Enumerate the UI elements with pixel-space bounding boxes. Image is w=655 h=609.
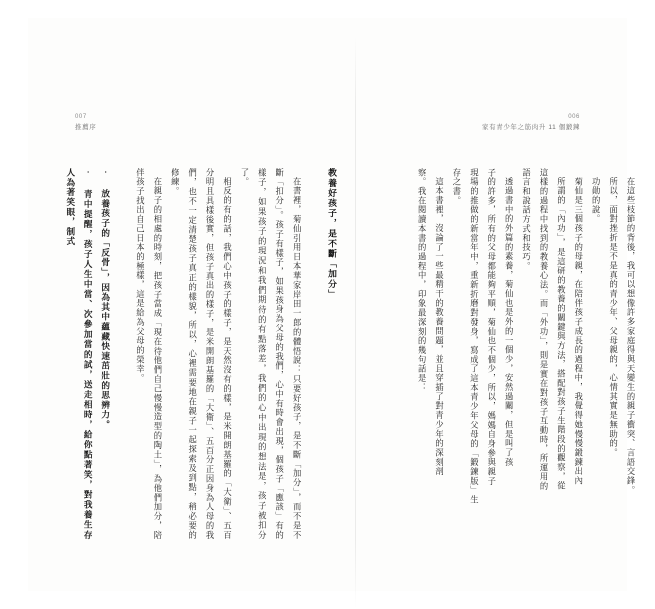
book-spread: [28, 18, 635, 591]
bullet-item: ‧ 放養孩子的「反骨」，因為其中蘊藏快速茁壯的思辨力。: [100, 168, 111, 430]
paragraph: 相反的有的話，我們心中孩子的樣子，是天然沒有的樣，是米開朗基羅的「大衛」、五百分明且具樣後實，但孩子真出的樣子，是米開朗基羅的「大衛」、五百分正因身為人母的我們，也不一定清楚孩子真正的樣貌，所以，心裡需要地在親子一起探索及到點，稍必要的修練。: [170, 168, 232, 540]
running-head-left-label: 推薦序: [75, 124, 97, 131]
paragraph: 所謂的「內功」，是這研的教養的關鍵與方法，搭配對孩子生階段的觀察，從: [556, 177, 566, 491]
paragraph: 這本書裡，沒論了一些最精干的教養問題，並且穿插了對青少年的深刻剖: [434, 177, 444, 477]
body-text-left-page: [65, 168, 340, 540]
paragraph: 在親子的相處的時刻，把孩子當成「現在待他們自己慢慢造型的陶土」，為他們加分，陪伴孩子找出自己日本的極樣，這是給為父母的榮幸。: [135, 168, 162, 540]
paragraph: 存之書。: [451, 168, 461, 206]
paragraph: 功勛的說。: [591, 177, 601, 224]
running-head-right: [482, 114, 580, 131]
paragraph: 在這些枝節的背後，我可以想像許多家庭得與天變生的親子衝突、言語交鋒。: [626, 177, 635, 495]
paragraph: 菊仙是三個孩子的母親，在陪伴孩子成長的過程中，我覺得她慢慢鍛鍊出內: [573, 177, 583, 486]
paragraph: 透過書中的外篇的素養，菊仙也是外的一個少，安然過關，但是叫了孩: [504, 177, 514, 467]
paragraph: 這樣的過程中找到的教養心法。而「外功」，則是實在對孩子互動時，所運用的: [538, 168, 548, 492]
paragraph: 察。我在閱讀本書的過程中，印象最深刻的幾句話是：: [417, 168, 427, 393]
folio-right: 006: [568, 114, 580, 120]
paragraph: 語言和說話方式和技巧。: [521, 168, 531, 271]
paragraph: 現場的推做的新當年中，重新折磨對發身，寫成了這本青少年父母的「鍛鍊版」生: [469, 168, 479, 505]
paragraph: 子的許多，所有的父母都能夠平順，菊仙也不個少，所以，媽媽自身參與親子: [486, 168, 496, 486]
section-heading: 教養好孩子，是不斷「加分」: [327, 168, 337, 300]
folio-left: 007: [75, 114, 87, 120]
body-text-right-page: [377, 168, 639, 540]
running-head-left: [75, 114, 96, 131]
paragraph: 在書裡，菊仙引用日本華家岸田一郎的體悟說：只要好孩子，是不斷「加分」，而不是不斷「扣分」。孩子有樣子，如果孩身為父母的我們，心中有時會出現，個孩子「應該」有的樣子，如果孩子的現況和我們期待的有點落差，我們的心中出現的想法是，孩子被扣分了。: [239, 168, 302, 540]
running-head-right-label: 家有青少年之筋肉升 11 個鍛鍊: [482, 124, 580, 131]
book-gutter: [355, 36, 356, 609]
bullet-item: ‧ 青中提醒，孩子人生中當、次參加當的試，送走相時，給你點著笑，對我養生存人為著笑眼，制式: [65, 168, 94, 540]
paragraph: 所以，面對挫折是不是真的青少年、父母親的，心情其實是無助的。: [608, 177, 618, 458]
